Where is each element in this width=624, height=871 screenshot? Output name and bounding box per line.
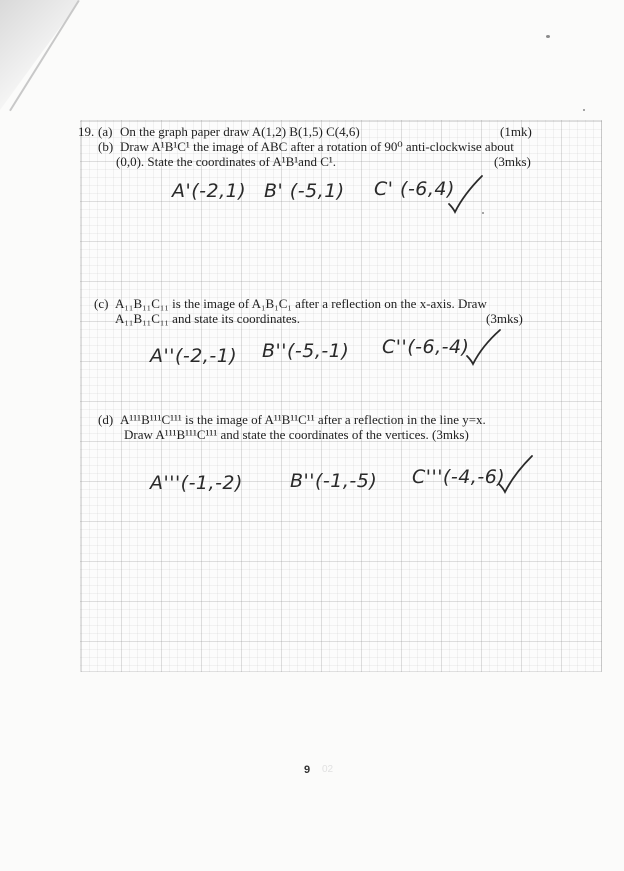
checkmark-icon bbox=[446, 172, 486, 216]
part-c-line1: A₁₁B₁₁C₁₁ is the image of A₁B₁C₁ after a reflection on the x-axis. Draw bbox=[115, 296, 487, 311]
part-c-label: (c) bbox=[94, 296, 109, 311]
scan-speck bbox=[546, 35, 550, 38]
part-d-line1: A¹¹¹B¹¹¹C¹¹¹ is the image of A¹¹B¹¹C¹¹ after a reflection in the line y=x. bbox=[120, 412, 486, 427]
checkmark-icon bbox=[464, 326, 504, 368]
answer-c-b: B''(-5,-1) bbox=[262, 340, 350, 362]
answer-c-c: C''(-6,-4) bbox=[382, 336, 470, 358]
answer-d-b: B''(-1,-5) bbox=[290, 470, 378, 492]
answer-d-c: C'''(-4,-6) bbox=[412, 466, 506, 488]
part-d-label: (d) bbox=[98, 412, 114, 427]
part-a-text: On the graph paper draw A(1,2) B(1,5) C(4,6) bbox=[120, 124, 360, 139]
part-c-marks: (3mks) bbox=[486, 311, 523, 326]
answer-b-b: B' (-5,1) bbox=[264, 180, 345, 202]
part-b-line1: Draw A¹B¹C¹ the image of ABC after a rotation of 90⁰ anti-clockwise about bbox=[120, 139, 514, 154]
checkmark-icon bbox=[496, 452, 536, 496]
scan-speck bbox=[482, 212, 484, 214]
answer-d-a: A'''(-1,-2) bbox=[150, 472, 243, 494]
scan-speck bbox=[583, 109, 585, 111]
question-number: 19. bbox=[78, 124, 95, 139]
answer-c-a: A''(-2,-1) bbox=[150, 345, 238, 367]
part-a-label: (a) bbox=[98, 124, 113, 139]
part-b-marks: (3mks) bbox=[494, 154, 531, 169]
part-d-line2: Draw A¹¹¹B¹¹¹C¹¹¹ and state the coordinates of the vertices. (3mks) bbox=[124, 427, 469, 442]
answer-b-a: A'(-2,1) bbox=[172, 180, 247, 202]
part-c-line2: A₁₁B₁₁C₁₁ and state its coordinates. bbox=[115, 311, 300, 326]
page-ghost-text: 02 bbox=[322, 764, 334, 775]
part-a-marks: (1mk) bbox=[500, 124, 532, 139]
page-number: 9 bbox=[304, 764, 311, 776]
answer-b-c: C' (-6,4) bbox=[374, 178, 455, 200]
part-b-label: (b) bbox=[98, 139, 114, 154]
part-b-line2: (0,0). State the coordinates of A¹B¹and C¹. bbox=[116, 154, 337, 169]
graph-paper bbox=[80, 120, 602, 672]
